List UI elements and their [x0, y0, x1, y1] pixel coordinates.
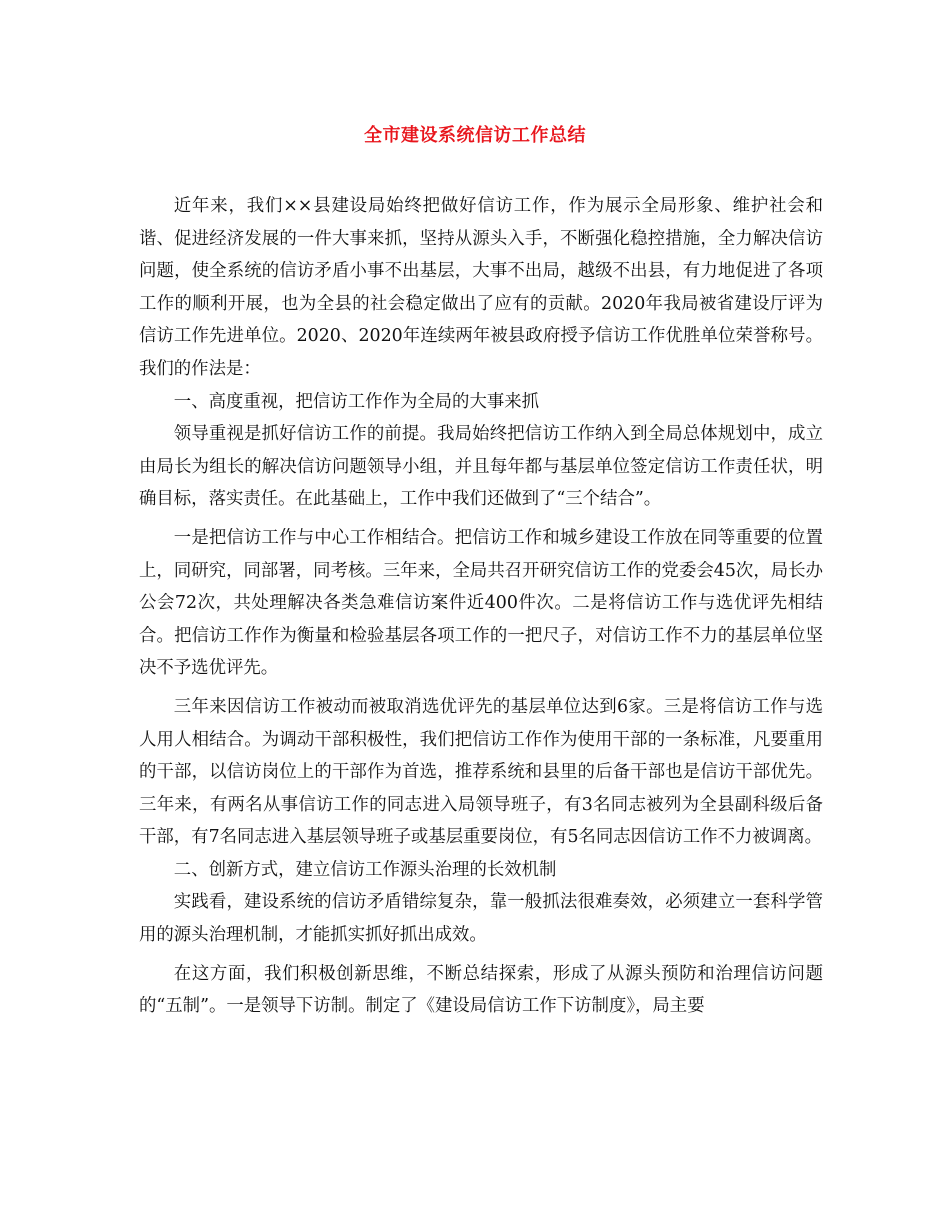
document-body [139, 190, 823, 1023]
paragraph-intro: 近年来，我们××县建设局始终把做好信访工作，作为展示全局形象、维护社会和谐、促进经济发展的一件大事来抓，坚持从源头入手，不断强化稳控措施，全力解决信访问题，使全系统的信访矛盾小事不出基层，大事不出局，越级不出县，有力地促进了各项工作的顺利开展，也为全县的社会稳定做出了应有的贡献。2020年我局被省建设厅评为信访工作先进单位。2020、2020年连续两年被县政府授予信访工作优胜单位荣誉称号。我们的作法是： [139, 196, 823, 379]
section-heading-1: 一、高度重视，把信访工作作为全局的大事来抓 [173, 391, 540, 412]
section-heading-2: 二、创新方式，建立信访工作源头治理的长效机制 [173, 859, 557, 880]
document-title: 全市建设系统信访工作总结 [364, 125, 586, 146]
paragraph-combination-2: 三年来因信访工作被动而被取消选优评先的基层单位达到6家。三是将信访工作与选人用人相结合。为调动干部积极性，我们把信访工作作为使用干部的一条标准，凡要重用的干部，以信访岗位上的干部作为首选，推荐系统和县里的后备干部也是信访干部优先。三年来，有两名从事信访工作的同志进入局领导班子，有3名同志被列为全县副科级后备干部，有7名同志进入基层领导班子或基层重要岗位，有5名同志因信访工作不力被调离。 [139, 696, 823, 848]
paragraph-leadership: 领导重视是抓好信访工作的前提。我局始终把信访工作纳入到全局总体规划中，成立由局长为组长的解决信访问题领导小组，并且每年都与基层单位签定信访工作责任状，明确目标，落实责任。在此基础上，工作中我们还做到了“三个结合”。 [139, 424, 823, 510]
paragraph-five-systems: 在这方面，我们积极创新思维，不断总结探索，形成了从源头预防和治理信访问题的“五制”。一是领导下访制。制定了《建设局信访工作下访制度》，局主要 [139, 963, 823, 1017]
paragraph-mechanism: 实践看，建设系统的信访矛盾错综复杂，靠一般抓法很难奏效，必须建立一套科学管用的源头治理机制，才能抓实抓好抓出成效。 [139, 892, 823, 946]
paragraph-combination-1: 一是把信访工作与中心工作相结合。把信访工作和城乡建设工作放在同等重要的位置上，同研究，同部署，同考核。三年来，全局共召开研究信访工作的党委会45次，局长办公会72次，共处理解决各类急难信访案件近400件次。二是将信访工作与选优评先相结合。把信访工作作为衡量和检验基层各项工作的一把尺子，对信访工作不力的基层单位坚决不予选优评先。 [139, 527, 823, 679]
